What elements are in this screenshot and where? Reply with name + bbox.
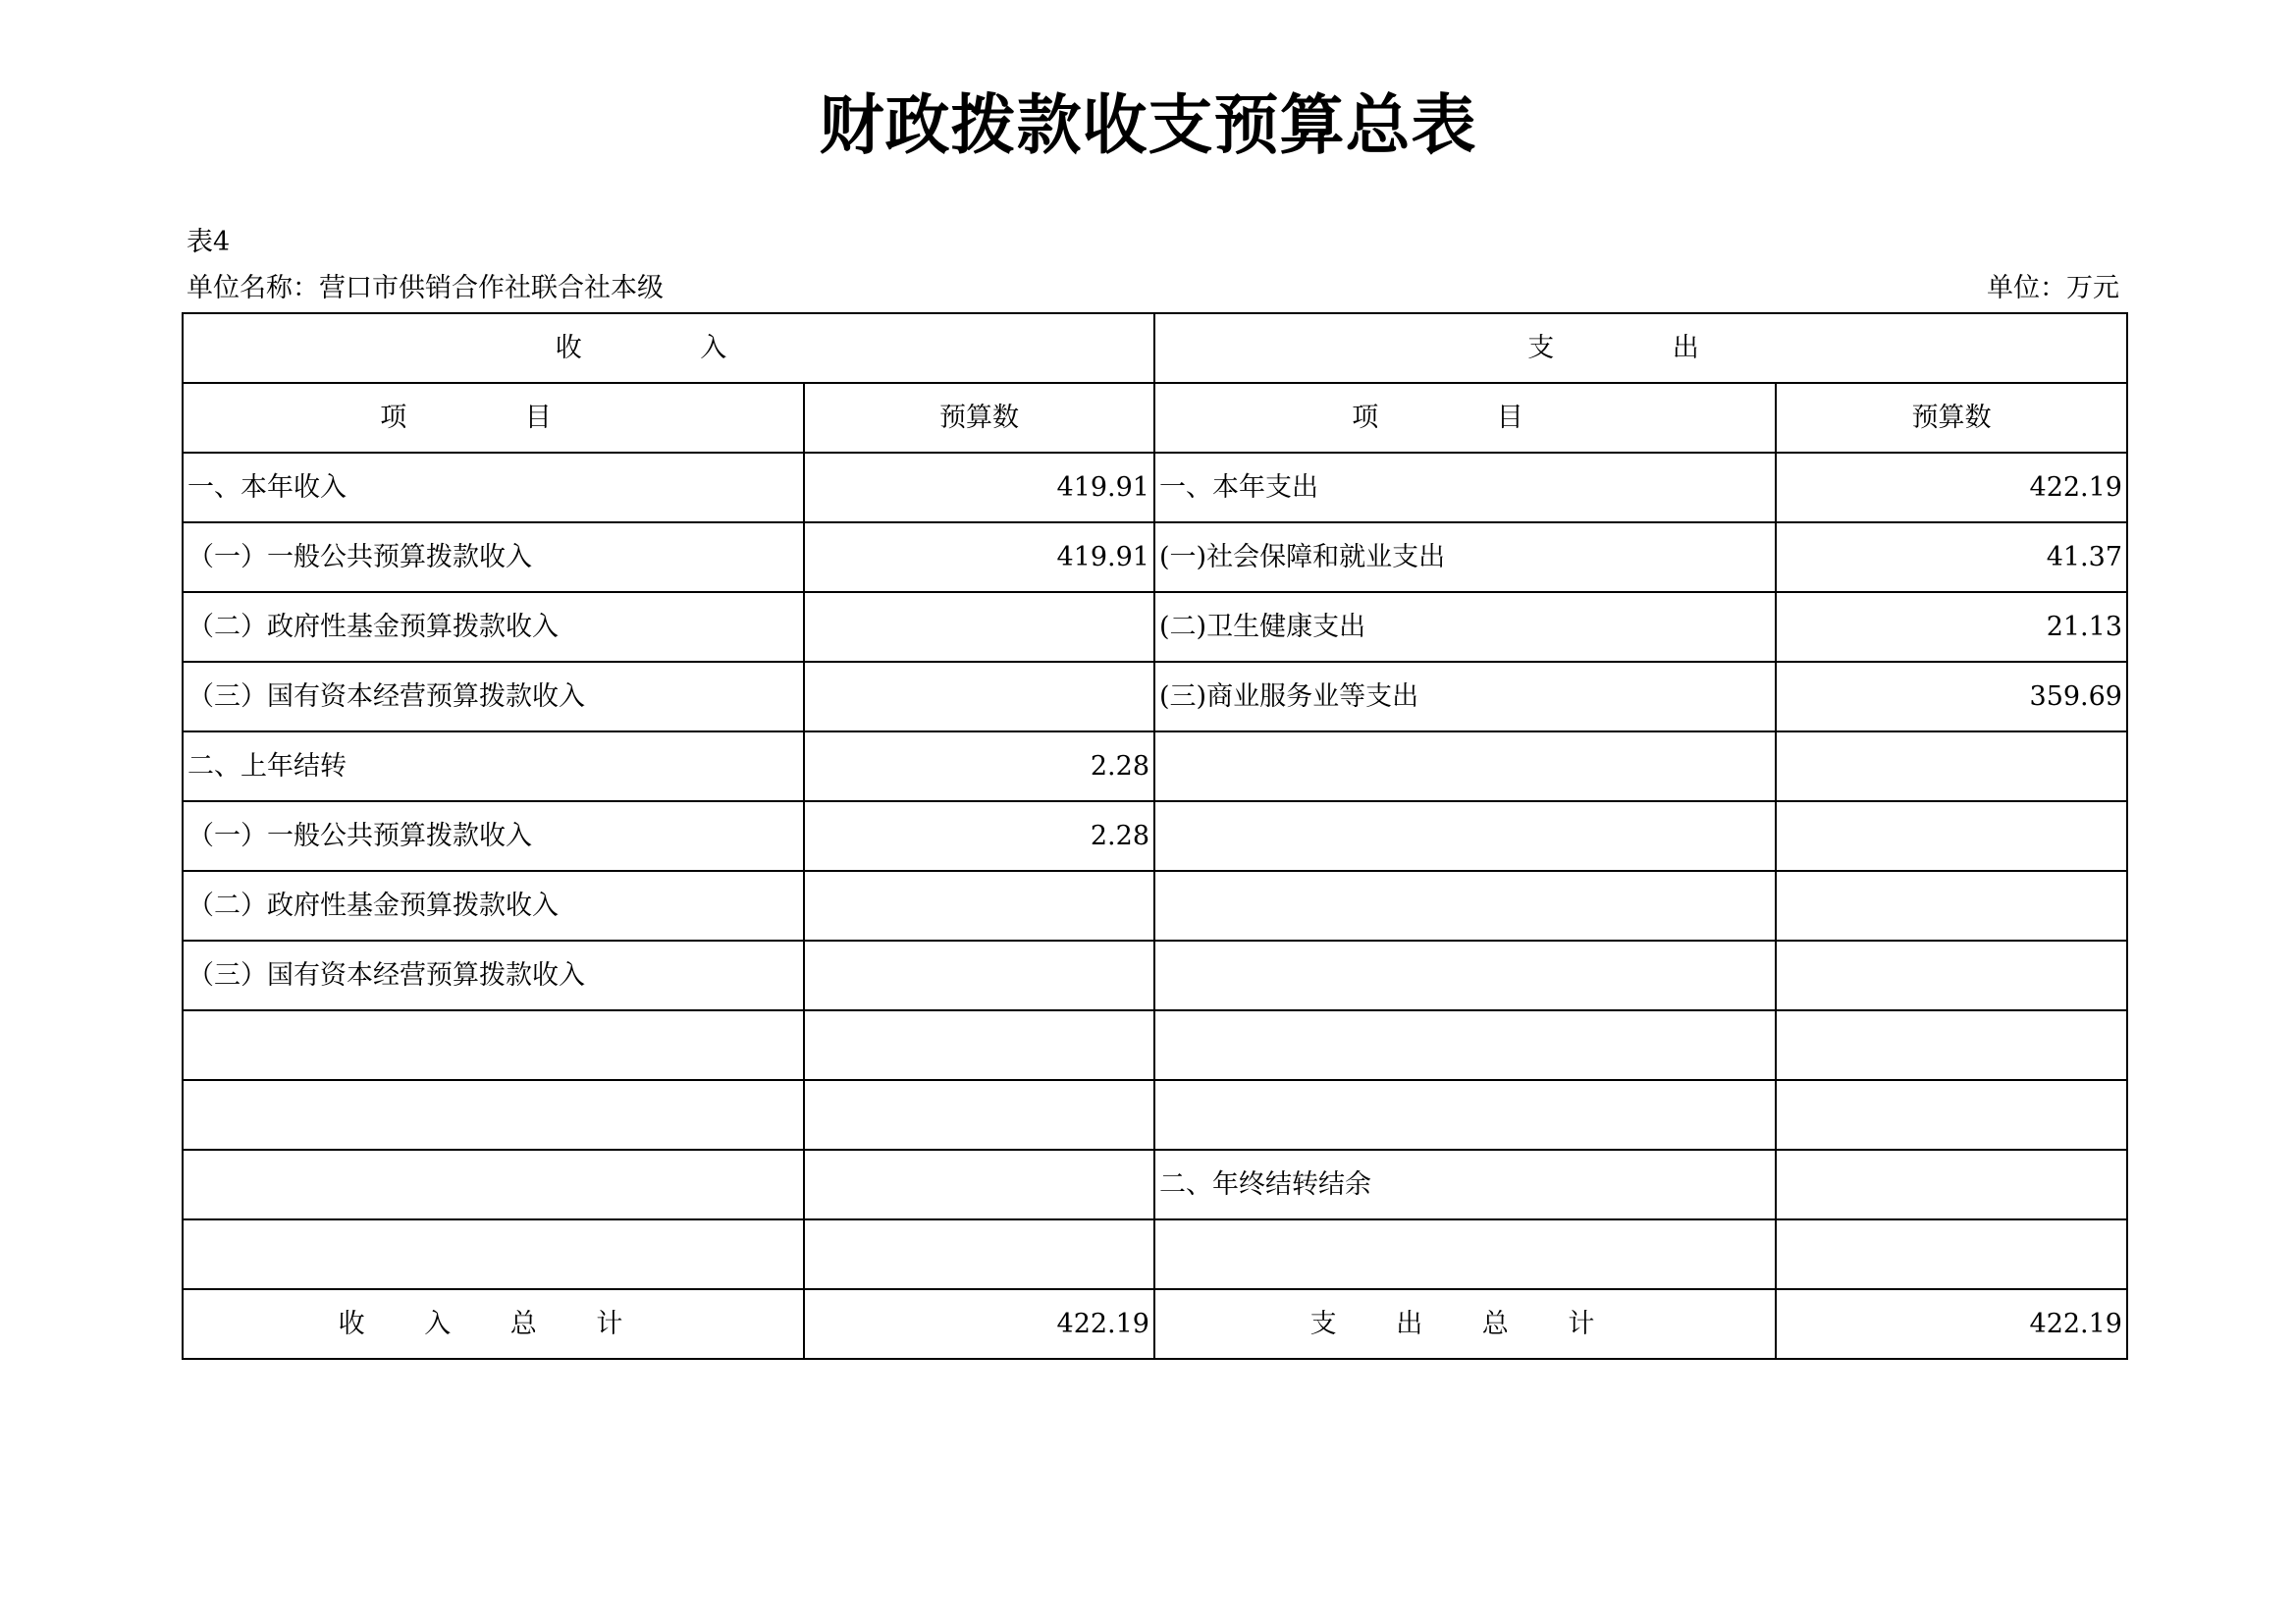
expense-item-cell: [1154, 1219, 1776, 1289]
income-item-cell: （一）一般公共预算拨款收入: [183, 801, 804, 871]
income-amount-cell: 419.91: [804, 522, 1154, 592]
table-row: [183, 941, 2127, 1010]
income-item-cell: 二、上年结转: [183, 731, 804, 801]
income-amount-cell: [804, 941, 1154, 1010]
table-row: [183, 1219, 2127, 1289]
expense-item-cell: 一、本年支出: [1154, 453, 1776, 522]
table-row: [183, 522, 2127, 592]
income-amount-cell: [804, 1219, 1154, 1289]
expense-amount-cell: [1776, 1219, 2127, 1289]
expense-item-cell: 二、年终结转结余: [1154, 1150, 1776, 1219]
expense-amount-cell: [1776, 1010, 2127, 1080]
income-item-cell: [183, 1010, 804, 1080]
expense-section-header: 支 出: [1154, 313, 2127, 383]
income-amount-cell: 2.28: [804, 731, 1154, 801]
column-header-row: [183, 383, 2127, 453]
expense-amount-cell: [1776, 941, 2127, 1010]
table-row: [183, 801, 2127, 871]
budget-table: [182, 312, 2128, 1360]
unit-name: 单位名称：营口市供销合作社联合社本级: [187, 273, 664, 303]
expense-total-amount: 422.19: [1776, 1289, 2127, 1359]
income-item-cell: （一）一般公共预算拨款收入: [183, 522, 804, 592]
table-row: [183, 1150, 2127, 1219]
income-item-cell: [183, 1080, 804, 1150]
table-row: [183, 592, 2127, 662]
table-row: [183, 662, 2127, 731]
table-row: [183, 731, 2127, 801]
income-item-header: 项 目: [183, 383, 804, 453]
income-amount-cell: 419.91: [804, 453, 1154, 522]
income-amount-cell: [804, 662, 1154, 731]
expense-amount-cell: [1776, 731, 2127, 801]
expense-amount-cell: [1776, 871, 2127, 941]
income-section-header: 收 入: [183, 313, 1154, 383]
income-total-label: 收 入 总 计: [183, 1289, 804, 1359]
section-header-row: [183, 313, 2127, 383]
table-row: [183, 871, 2127, 941]
table-row: [183, 1010, 2127, 1080]
income-item-cell: （三）国有资本经营预算拨款收入: [183, 662, 804, 731]
expense-item-cell: (三)商业服务业等支出: [1154, 662, 1776, 731]
income-amount-header: 预算数: [804, 383, 1154, 453]
expense-total-label: 支 出 总 计: [1154, 1289, 1776, 1359]
table-row: [183, 453, 2127, 522]
expense-amount-header: 预算数: [1776, 383, 2127, 453]
expense-amount-cell: 41.37: [1776, 522, 2127, 592]
income-amount-cell: [804, 1080, 1154, 1150]
income-total-amount: 422.19: [804, 1289, 1154, 1359]
unit-label: 单位：万元: [1987, 273, 2119, 303]
totals-row: [183, 1289, 2127, 1359]
expense-item-cell: [1154, 1010, 1776, 1080]
expense-item-cell: [1154, 801, 1776, 871]
expense-amount-cell: 21.13: [1776, 592, 2127, 662]
expense-item-cell: [1154, 941, 1776, 1010]
expense-amount-cell: 359.69: [1776, 662, 2127, 731]
expense-amount-cell: [1776, 801, 2127, 871]
income-amount-cell: [804, 592, 1154, 662]
income-item-cell: （三）国有资本经营预算拨款收入: [183, 941, 804, 1010]
income-item-cell: [183, 1150, 804, 1219]
income-amount-cell: [804, 871, 1154, 941]
expense-amount-cell: [1776, 1150, 2127, 1219]
expense-amount-cell: [1776, 1080, 2127, 1150]
income-amount-cell: [804, 1010, 1154, 1080]
expense-item-cell: [1154, 871, 1776, 941]
table-number: 表4: [187, 227, 231, 257]
expense-item-cell: [1154, 731, 1776, 801]
expense-item-cell: (二)卫生健康支出: [1154, 592, 1776, 662]
income-amount-cell: [804, 1150, 1154, 1219]
income-item-cell: （二）政府性基金预算拨款收入: [183, 871, 804, 941]
income-item-cell: [183, 1219, 804, 1289]
income-item-cell: 一、本年收入: [183, 453, 804, 522]
expense-item-header: 项 目: [1154, 383, 1776, 453]
expense-item-cell: (一)社会保障和就业支出: [1154, 522, 1776, 592]
expense-amount-cell: 422.19: [1776, 453, 2127, 522]
income-item-cell: （二）政府性基金预算拨款收入: [183, 592, 804, 662]
income-amount-cell: 2.28: [804, 801, 1154, 871]
page-title: 财政拨款收支预算总表: [819, 87, 1477, 163]
expense-item-cell: [1154, 1080, 1776, 1150]
table-row: [183, 1080, 2127, 1150]
